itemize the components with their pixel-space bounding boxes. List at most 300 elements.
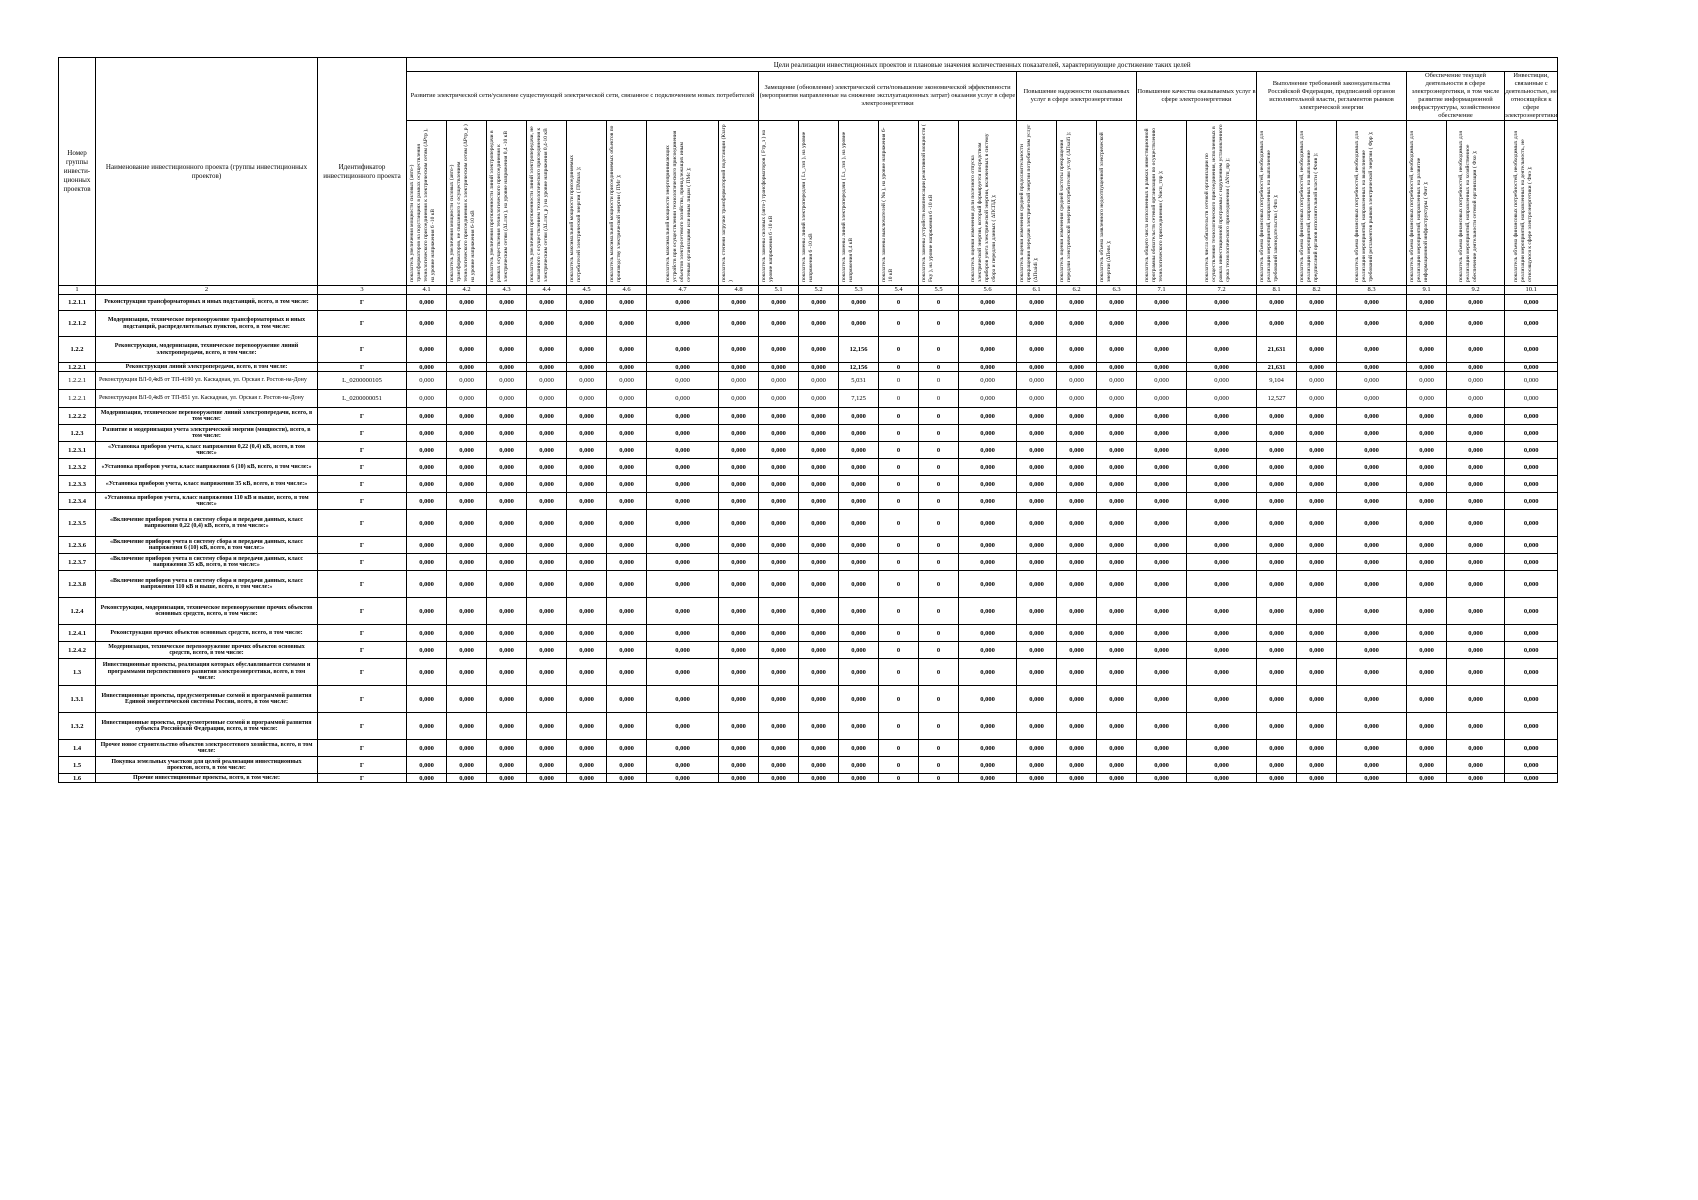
indicator-value-cell: 0,000 bbox=[487, 337, 527, 363]
indicator-value-cell: 0,000 bbox=[1017, 659, 1057, 686]
indicator-value-cell: 0,000 bbox=[647, 295, 719, 311]
indicator-value-cell: 0,000 bbox=[959, 571, 1017, 598]
indicator-value-cell: 0,000 bbox=[1187, 740, 1257, 757]
indicator-value-cell: 0,000 bbox=[567, 337, 607, 363]
indicator-header-label: показатель увеличения протяженности линий электропередачи в рамках осуществления технологического присоединения к электрическим сетям (ΔLлэп ), на уровне напряжения 0,4 -10 кВ bbox=[488, 130, 509, 282]
indicator-value-cell: 0,000 bbox=[1057, 625, 1097, 642]
indicator-value-cell: 0 bbox=[879, 537, 919, 554]
indicator-value-cell: 0,000 bbox=[567, 459, 607, 476]
project-identifier-cell: Г bbox=[318, 408, 407, 425]
indicator-header-label: показатель замены линий электропередачи ( Lз_лэп ), на уровне напряжения 6 -10 кВ bbox=[800, 131, 814, 282]
indicator-value-cell: 0,000 bbox=[447, 442, 487, 459]
indicator-value-cell: 0,000 bbox=[1505, 740, 1558, 757]
indicator-value-cell: 0,000 bbox=[1257, 425, 1297, 442]
indicator-value-cell: 0,000 bbox=[1297, 493, 1337, 510]
indicator-value-cell: 0,000 bbox=[1017, 408, 1057, 425]
indicator-value-cell: 0,000 bbox=[1137, 295, 1187, 311]
indicator-value-cell: 0,000 bbox=[487, 713, 527, 740]
indicator-value-cell: 0,000 bbox=[1257, 659, 1297, 686]
project-identifier-cell: Г bbox=[318, 510, 407, 537]
indicator-value-cell: 0,000 bbox=[1297, 337, 1337, 363]
indicator-value-cell: 0,000 bbox=[1407, 625, 1447, 642]
goal-group-header: Повышение качества оказываемых услуг в сфере электроэнергетики bbox=[1137, 72, 1257, 121]
indicator-value-cell: 0,000 bbox=[759, 571, 799, 598]
indicator-value-cell: 9,104 bbox=[1257, 372, 1297, 390]
indicator-value-cell: 0,000 bbox=[839, 425, 879, 442]
indicator-value-cell: 0,000 bbox=[607, 625, 647, 642]
column-number: 4.1 bbox=[407, 286, 447, 295]
indicator-value-cell: 0,000 bbox=[1447, 295, 1505, 311]
indicator-value-cell: 0,000 bbox=[1505, 510, 1558, 537]
indicator-value-cell: 0,000 bbox=[407, 554, 447, 571]
indicator-value-cell: 0,000 bbox=[487, 363, 527, 372]
indicator-value-cell: 0,000 bbox=[407, 459, 447, 476]
indicator-value-cell: 0,000 bbox=[719, 295, 759, 311]
indicator-value-cell: 0,000 bbox=[1057, 311, 1097, 337]
indicator-value-cell: 0,000 bbox=[1137, 425, 1187, 442]
indicator-value-cell: 0,000 bbox=[719, 625, 759, 642]
indicator-value-cell: 0,000 bbox=[1297, 686, 1337, 713]
indicator-value-cell: 0,000 bbox=[1187, 425, 1257, 442]
indicator-value-cell: 0,000 bbox=[1187, 757, 1257, 774]
indicator-value-cell: 0,000 bbox=[527, 425, 567, 442]
indicator-value-cell: 0 bbox=[919, 459, 959, 476]
indicator-value-cell: 0,000 bbox=[567, 686, 607, 713]
indicator-header-label: показатель оценки изменения средней частоты прекращения передачи электрической энергии потребителям услуг (ΔПsaifi ); bbox=[1058, 132, 1072, 282]
group-number-cell: 1.3.2 bbox=[59, 713, 96, 740]
indicator-value-cell: 0,000 bbox=[719, 659, 759, 686]
indicator-value-cell: 0,000 bbox=[1097, 442, 1137, 459]
indicator-value-cell: 0,000 bbox=[839, 598, 879, 625]
indicator-value-cell: 0,000 bbox=[1057, 408, 1097, 425]
indicator-value-cell: 0,000 bbox=[1407, 659, 1447, 686]
column-number: 8.1 bbox=[1257, 286, 1297, 295]
indicator-value-cell: 0 bbox=[879, 337, 919, 363]
indicator-value-cell: 0 bbox=[919, 598, 959, 625]
indicator-value-cell: 0,000 bbox=[1187, 774, 1257, 783]
table-row bbox=[59, 686, 1558, 713]
indicator-value-cell: 0,000 bbox=[1505, 311, 1558, 337]
indicator-value-cell: 0,000 bbox=[1505, 774, 1558, 783]
indicator-value-cell: 0,000 bbox=[487, 571, 527, 598]
indicator-value-cell: 0,000 bbox=[1057, 363, 1097, 372]
indicator-value-cell: 0,000 bbox=[719, 442, 759, 459]
indicator-value-cell: 0,000 bbox=[759, 774, 799, 783]
indicator-value-cell: 0,000 bbox=[799, 476, 839, 493]
indicator-value-cell: 0,000 bbox=[1407, 442, 1447, 459]
indicator-value-cell: 0 bbox=[919, 713, 959, 740]
indicator-header-label: показатель объема финансовых потребностей, необходимых для реализации мероприятий, направленных на хозяйственное обеспечение деятельности сетевой организации ( Фхо ); bbox=[1457, 131, 1478, 282]
column-header-identifier: Идентификатор инвестиционного проекта bbox=[318, 58, 407, 286]
column-number: 5.4 bbox=[879, 286, 919, 295]
indicator-value-cell: 0,000 bbox=[799, 493, 839, 510]
indicator-value-cell: 0,000 bbox=[1097, 363, 1137, 372]
project-name-cell: Покупка земельных участков для целей реализации инвестиционных проектов, всего, в том числе: bbox=[96, 757, 318, 774]
indicator-value-cell: 0,000 bbox=[527, 442, 567, 459]
indicator-value-cell: 0,000 bbox=[567, 571, 607, 598]
indicator-value-cell: 0,000 bbox=[527, 713, 567, 740]
indicator-value-cell: 0,000 bbox=[1097, 757, 1137, 774]
indicator-header bbox=[1447, 121, 1505, 286]
indicator-value-cell: 0,000 bbox=[407, 476, 447, 493]
project-name-cell: «Установка приборов учета, класс напряжения 110 кВ и выше, всего, в том числе:» bbox=[96, 493, 318, 510]
project-identifier-cell: Г bbox=[318, 774, 407, 783]
indicator-value-cell: 0,000 bbox=[1187, 598, 1257, 625]
indicator-value-cell: 0,000 bbox=[1017, 442, 1057, 459]
indicator-value-cell: 0,000 bbox=[447, 476, 487, 493]
indicator-value-cell: 0,000 bbox=[839, 686, 879, 713]
indicator-value-cell: 0,000 bbox=[567, 311, 607, 337]
indicator-value-cell: 0,000 bbox=[607, 337, 647, 363]
indicator-value-cell: 0,000 bbox=[407, 659, 447, 686]
indicator-value-cell: 0,000 bbox=[527, 372, 567, 390]
indicator-value-cell: 0,000 bbox=[527, 459, 567, 476]
column-number-row bbox=[59, 286, 1558, 295]
indicator-value-cell: 0,000 bbox=[1017, 390, 1057, 408]
indicator-value-cell: 0,000 bbox=[1017, 571, 1057, 598]
indicator-value-cell: 0,000 bbox=[1057, 295, 1097, 311]
indicator-value-cell: 0,000 bbox=[487, 311, 527, 337]
indicator-value-cell: 0,000 bbox=[1407, 774, 1447, 783]
indicator-value-cell: 0,000 bbox=[799, 510, 839, 537]
indicator-value-cell: 0 bbox=[879, 493, 919, 510]
indicator-value-cell: 0,000 bbox=[1137, 363, 1187, 372]
indicator-value-cell: 0,000 bbox=[959, 493, 1017, 510]
indicator-value-cell: 0,000 bbox=[647, 390, 719, 408]
indicator-value-cell: 0,000 bbox=[1505, 476, 1558, 493]
indicator-value-cell: 0,000 bbox=[407, 537, 447, 554]
indicator-value-cell: 0,000 bbox=[567, 642, 607, 659]
indicator-value-cell: 0,000 bbox=[607, 598, 647, 625]
indicator-value-cell: 0 bbox=[879, 713, 919, 740]
indicator-value-cell: 0,000 bbox=[1447, 571, 1505, 598]
indicator-value-cell: 0,000 bbox=[1057, 476, 1097, 493]
indicator-value-cell: 0,000 bbox=[647, 774, 719, 783]
indicator-value-cell: 0,000 bbox=[1257, 757, 1297, 774]
indicator-header bbox=[759, 121, 799, 286]
goal-group-header: Повышение надежности оказываемых услуг в сфере электроэнергетики bbox=[1017, 72, 1137, 121]
table-row bbox=[59, 459, 1558, 476]
indicator-value-cell: 0,000 bbox=[799, 713, 839, 740]
indicator-value-cell: 0,000 bbox=[647, 554, 719, 571]
indicator-value-cell: 0 bbox=[879, 390, 919, 408]
project-name-cell: Реконструкция ВЛ-0,4кВ от ТП-4190 ул. Каскадная, ул. Орская г. Ростов-на-Дону bbox=[96, 372, 318, 390]
indicator-value-cell: 0,000 bbox=[1447, 625, 1505, 642]
indicator-value-cell: 0,000 bbox=[447, 337, 487, 363]
indicator-header bbox=[407, 121, 447, 286]
indicator-value-cell: 0,000 bbox=[959, 363, 1017, 372]
indicator-value-cell: 0,000 bbox=[1057, 659, 1097, 686]
project-identifier-cell: Г bbox=[318, 598, 407, 625]
indicator-value-cell: 0,000 bbox=[1257, 476, 1297, 493]
indicator-value-cell: 0,000 bbox=[759, 740, 799, 757]
indicator-value-cell: 0,000 bbox=[1297, 554, 1337, 571]
column-header-name: Наименование инвестиционного проекта (группы инвестиционных проектов) bbox=[96, 58, 318, 286]
indicator-header bbox=[959, 121, 1017, 286]
indicator-value-cell: 0,000 bbox=[447, 642, 487, 659]
indicator-value-cell: 0,000 bbox=[959, 686, 1017, 713]
indicator-value-cell: 0,000 bbox=[719, 686, 759, 713]
indicator-value-cell: 0,000 bbox=[607, 686, 647, 713]
indicator-value-cell: 0,000 bbox=[1407, 571, 1447, 598]
indicator-value-cell: 0,000 bbox=[839, 311, 879, 337]
indicator-value-cell: 0,000 bbox=[1097, 408, 1137, 425]
indicator-value-cell: 0 bbox=[879, 642, 919, 659]
indicator-value-cell: 0 bbox=[879, 774, 919, 783]
indicator-value-cell: 0,000 bbox=[799, 408, 839, 425]
indicator-value-cell: 0,000 bbox=[1297, 659, 1337, 686]
project-name-cell: Реконструкция ВЛ-0,4кВ от ТП-851 ул. Каскадная, ул. Орская г. Ростов-на-Дону bbox=[96, 390, 318, 408]
column-number: 4.8 bbox=[719, 286, 759, 295]
indicator-value-cell: 0,000 bbox=[1337, 571, 1407, 598]
indicator-value-cell: 0,000 bbox=[1505, 337, 1558, 363]
indicator-value-cell: 0,000 bbox=[607, 408, 647, 425]
indicator-value-cell: 0,000 bbox=[1187, 459, 1257, 476]
indicator-header bbox=[1337, 121, 1407, 286]
indicator-value-cell: 0,000 bbox=[1297, 390, 1337, 408]
indicator-value-cell: 0,000 bbox=[799, 571, 839, 598]
indicator-value-cell: 0,000 bbox=[1187, 642, 1257, 659]
group-number-cell: 1.2.3.3 bbox=[59, 476, 96, 493]
indicator-value-cell: 0,000 bbox=[1057, 686, 1097, 713]
indicator-value-cell: 0,000 bbox=[759, 363, 799, 372]
indicator-value-cell: 0,000 bbox=[1505, 713, 1558, 740]
indicator-value-cell: 0,000 bbox=[799, 390, 839, 408]
indicator-value-cell: 0 bbox=[879, 442, 919, 459]
indicator-value-cell: 0,000 bbox=[1407, 598, 1447, 625]
indicator-header bbox=[1297, 121, 1337, 286]
indicator-value-cell: 0,000 bbox=[527, 774, 567, 783]
indicator-value-cell: 0,000 bbox=[839, 493, 879, 510]
indicator-value-cell: 0,000 bbox=[1137, 713, 1187, 740]
indicator-value-cell: 0,000 bbox=[799, 295, 839, 311]
indicator-value-cell: 0,000 bbox=[959, 408, 1017, 425]
indicator-value-cell: 0,000 bbox=[719, 476, 759, 493]
group-number-cell: 1.2.4.1 bbox=[59, 625, 96, 642]
investment-table-sheet bbox=[58, 57, 1558, 783]
indicator-value-cell: 0,000 bbox=[1057, 442, 1097, 459]
indicator-value-cell: 0,000 bbox=[1057, 337, 1097, 363]
indicator-value-cell: 0,000 bbox=[959, 774, 1017, 783]
indicator-value-cell: 0,000 bbox=[1505, 537, 1558, 554]
indicator-value-cell: 0,000 bbox=[799, 363, 839, 372]
project-name-cell: Реконструкция, модернизация, техническое перевооружение линий электропередачи, всего, в том числе: bbox=[96, 337, 318, 363]
indicator-value-cell: 0,000 bbox=[1407, 740, 1447, 757]
indicator-value-cell: 0,000 bbox=[647, 372, 719, 390]
indicator-value-cell: 0,000 bbox=[1447, 493, 1505, 510]
indicator-value-cell: 0,000 bbox=[1505, 363, 1558, 372]
indicator-value-cell: 0,000 bbox=[647, 598, 719, 625]
indicator-value-cell: 0,000 bbox=[759, 476, 799, 493]
indicator-value-cell: 0,000 bbox=[407, 493, 447, 510]
indicator-value-cell: 0,000 bbox=[647, 686, 719, 713]
indicator-value-cell: 0,000 bbox=[959, 311, 1017, 337]
project-name-cell: Реконструкция линий электропередачи, всего, в том числе: bbox=[96, 363, 318, 372]
indicator-value-cell: 0,000 bbox=[719, 740, 759, 757]
table-row bbox=[59, 442, 1558, 459]
indicator-value-cell: 0 bbox=[919, 408, 959, 425]
indicator-value-cell: 0,000 bbox=[487, 598, 527, 625]
indicator-value-cell: 0,000 bbox=[1137, 459, 1187, 476]
table-row bbox=[59, 390, 1558, 408]
table-row bbox=[59, 425, 1558, 442]
indicator-header bbox=[879, 121, 919, 286]
indicator-value-cell: 0,000 bbox=[1337, 311, 1407, 337]
indicator-value-cell: 0,000 bbox=[1407, 363, 1447, 372]
indicator-value-cell: 0,000 bbox=[839, 571, 879, 598]
indicator-header bbox=[647, 121, 719, 286]
indicator-value-cell: 0 bbox=[919, 390, 959, 408]
project-identifier-cell: Г bbox=[318, 757, 407, 774]
indicator-value-cell: 0 bbox=[919, 642, 959, 659]
indicator-value-cell: 0,000 bbox=[1337, 459, 1407, 476]
indicator-value-cell: 0 bbox=[879, 598, 919, 625]
indicator-value-cell: 0,000 bbox=[1297, 774, 1337, 783]
indicator-header bbox=[719, 121, 759, 286]
indicator-value-cell: 0,000 bbox=[1097, 337, 1137, 363]
indicator-value-cell: 0,000 bbox=[407, 425, 447, 442]
group-number-cell: 1.2.3.1 bbox=[59, 442, 96, 459]
indicator-value-cell: 0 bbox=[919, 571, 959, 598]
indicator-value-cell: 0,000 bbox=[447, 774, 487, 783]
indicator-value-cell: 0,000 bbox=[447, 493, 487, 510]
indicator-value-cell: 0,000 bbox=[487, 554, 527, 571]
indicator-value-cell: 0,000 bbox=[1337, 510, 1407, 537]
indicator-value-cell: 0,000 bbox=[447, 295, 487, 311]
indicator-value-cell: 0,000 bbox=[1447, 337, 1505, 363]
indicator-value-cell: 0,000 bbox=[527, 510, 567, 537]
indicator-value-cell: 0,000 bbox=[839, 774, 879, 783]
indicator-value-cell: 0,000 bbox=[1337, 757, 1407, 774]
table-row bbox=[59, 642, 1558, 659]
indicator-value-cell: 0,000 bbox=[759, 537, 799, 554]
indicator-value-cell: 0,000 bbox=[567, 659, 607, 686]
group-number-cell: 1.4 bbox=[59, 740, 96, 757]
indicator-value-cell: 0,000 bbox=[1505, 459, 1558, 476]
indicator-header bbox=[1097, 121, 1137, 286]
indicator-value-cell: 0,000 bbox=[1017, 554, 1057, 571]
project-name-cell: «Включение приборов учета в систему сбора и передачи данных, класс напряжения 0,22 (0,4) кВ, всего, в том числе:» bbox=[96, 510, 318, 537]
indicator-value-cell: 0,000 bbox=[839, 408, 879, 425]
indicator-header-label: показатель объема финансовых потребностей, необходимых для реализации мероприятий, направленных на выполнение требований законодательства ( Фпз ); bbox=[1258, 131, 1279, 282]
indicator-value-cell: 0,000 bbox=[1137, 372, 1187, 390]
indicator-value-cell: 0,000 bbox=[1057, 571, 1097, 598]
indicator-value-cell: 0,000 bbox=[1057, 372, 1097, 390]
indicator-header-label: показатель оценки изменения средней продолжительности прекращения передачи электрической энергии потребителям услуг (ΔПsaidi ); bbox=[1018, 124, 1039, 282]
indicator-header bbox=[1407, 121, 1447, 286]
indicator-header-label: показатель замены выключателей ( Nв ), на уровне напряжения 6-10 кВ bbox=[880, 127, 894, 282]
indicator-value-cell: 0,000 bbox=[1407, 408, 1447, 425]
indicator-value-cell: 0,000 bbox=[799, 372, 839, 390]
indicator-value-cell: 0,000 bbox=[719, 363, 759, 372]
indicator-value-cell: 0,000 bbox=[447, 459, 487, 476]
indicator-value-cell: 0,000 bbox=[567, 442, 607, 459]
indicator-value-cell: 0,000 bbox=[1097, 713, 1137, 740]
indicator-value-cell: 0,000 bbox=[1137, 571, 1187, 598]
indicator-value-cell: 0 bbox=[879, 740, 919, 757]
indicator-value-cell: 0,000 bbox=[719, 425, 759, 442]
column-number: 4.6 bbox=[607, 286, 647, 295]
indicator-value-cell: 0,000 bbox=[527, 598, 567, 625]
indicator-value-cell: 0,000 bbox=[647, 625, 719, 642]
indicator-value-cell: 0,000 bbox=[447, 686, 487, 713]
indicator-value-cell: 0,000 bbox=[407, 713, 447, 740]
indicator-value-cell: 0,000 bbox=[407, 598, 447, 625]
group-number-cell: 1.2.4.2 bbox=[59, 642, 96, 659]
project-identifier-cell: L_0200000051 bbox=[318, 390, 407, 408]
indicator-value-cell: 0,000 bbox=[567, 598, 607, 625]
indicator-value-cell: 0,000 bbox=[1297, 311, 1337, 337]
indicator-value-cell: 0,000 bbox=[959, 476, 1017, 493]
indicator-value-cell: 0,000 bbox=[719, 493, 759, 510]
indicator-value-cell: 0,000 bbox=[1447, 390, 1505, 408]
indicator-value-cell: 0 bbox=[919, 425, 959, 442]
table-row bbox=[59, 372, 1558, 390]
project-name-cell: «Установка приборов учета, класс напряжения 0,22 (0,4) кВ, всего, в том числе:» bbox=[96, 442, 318, 459]
indicator-value-cell: 0,000 bbox=[1505, 757, 1558, 774]
indicator-value-cell: 0,000 bbox=[1447, 363, 1505, 372]
indicator-value-cell: 0,000 bbox=[1447, 774, 1505, 783]
indicator-value-cell: 0,000 bbox=[647, 642, 719, 659]
indicator-value-cell: 0,000 bbox=[567, 757, 607, 774]
indicator-value-cell: 0 bbox=[879, 408, 919, 425]
indicator-value-cell: 0,000 bbox=[1257, 686, 1297, 713]
indicator-value-cell: 0,000 bbox=[407, 510, 447, 537]
indicator-header-label: показатель объема финансовых потребностей, необходимых для реализации мероприятий, направленных на развитие информационной инфраструктуры ( Фит ); bbox=[1408, 131, 1429, 282]
indicator-value-cell: 0,000 bbox=[607, 311, 647, 337]
indicator-value-cell: 0,000 bbox=[839, 295, 879, 311]
indicator-value-cell: 0,000 bbox=[1337, 476, 1407, 493]
indicator-header bbox=[1057, 121, 1097, 286]
indicator-value-cell: 0,000 bbox=[839, 537, 879, 554]
indicator-value-cell: 0,000 bbox=[759, 625, 799, 642]
indicator-value-cell: 0,000 bbox=[1187, 442, 1257, 459]
indicator-value-cell: 0,000 bbox=[719, 537, 759, 554]
indicator-value-cell: 0,000 bbox=[1257, 311, 1297, 337]
indicator-value-cell: 0,000 bbox=[1505, 571, 1558, 598]
indicator-value-cell: 12,156 bbox=[839, 337, 879, 363]
indicator-value-cell: 0,000 bbox=[407, 740, 447, 757]
indicator-value-cell: 0,000 bbox=[1257, 554, 1297, 571]
indicator-header-label: показатель объема финансовых потребностей, необходимых для реализации мероприятий, направленных на выполнение требований регламентов рынков электрической энергии ( Фрр ); bbox=[1353, 131, 1374, 282]
indicator-value-cell: 0,000 bbox=[647, 510, 719, 537]
indicator-value-cell: 0,000 bbox=[447, 390, 487, 408]
column-number: 5.2 bbox=[799, 286, 839, 295]
indicator-value-cell: 0,000 bbox=[1137, 554, 1187, 571]
indicator-value-cell: 0,000 bbox=[1257, 713, 1297, 740]
project-name-cell: «Включение приборов учета в систему сбора и передачи данных, класс напряжения 35 кВ, всего, в том числе:» bbox=[96, 554, 318, 571]
indicator-value-cell: 0,000 bbox=[1097, 554, 1137, 571]
indicator-value-cell: 7,125 bbox=[839, 390, 879, 408]
indicator-value-cell: 0,000 bbox=[799, 537, 839, 554]
indicator-value-cell: 0,000 bbox=[647, 337, 719, 363]
indicator-value-cell: 0,000 bbox=[487, 295, 527, 311]
indicator-value-cell: 0,000 bbox=[1137, 408, 1187, 425]
indicator-value-cell: 0,000 bbox=[1337, 408, 1407, 425]
indicator-value-cell: 0,000 bbox=[959, 537, 1017, 554]
project-name-cell: Инвестиционные проекты, предусмотренные схемой и программой развития Единой энергетической системы России, всего, в том числе: bbox=[96, 686, 318, 713]
indicator-value-cell: 0,000 bbox=[759, 659, 799, 686]
indicator-value-cell: 0,000 bbox=[567, 774, 607, 783]
indicator-value-cell: 0,000 bbox=[759, 408, 799, 425]
indicator-value-cell: 0,000 bbox=[607, 713, 647, 740]
indicator-value-cell: 0 bbox=[919, 476, 959, 493]
indicator-value-cell: 0,000 bbox=[1187, 713, 1257, 740]
indicator-value-cell: 0,000 bbox=[527, 642, 567, 659]
indicator-value-cell: 0,000 bbox=[1187, 337, 1257, 363]
indicator-value-cell: 0,000 bbox=[567, 740, 607, 757]
indicator-value-cell: 0,000 bbox=[487, 372, 527, 390]
